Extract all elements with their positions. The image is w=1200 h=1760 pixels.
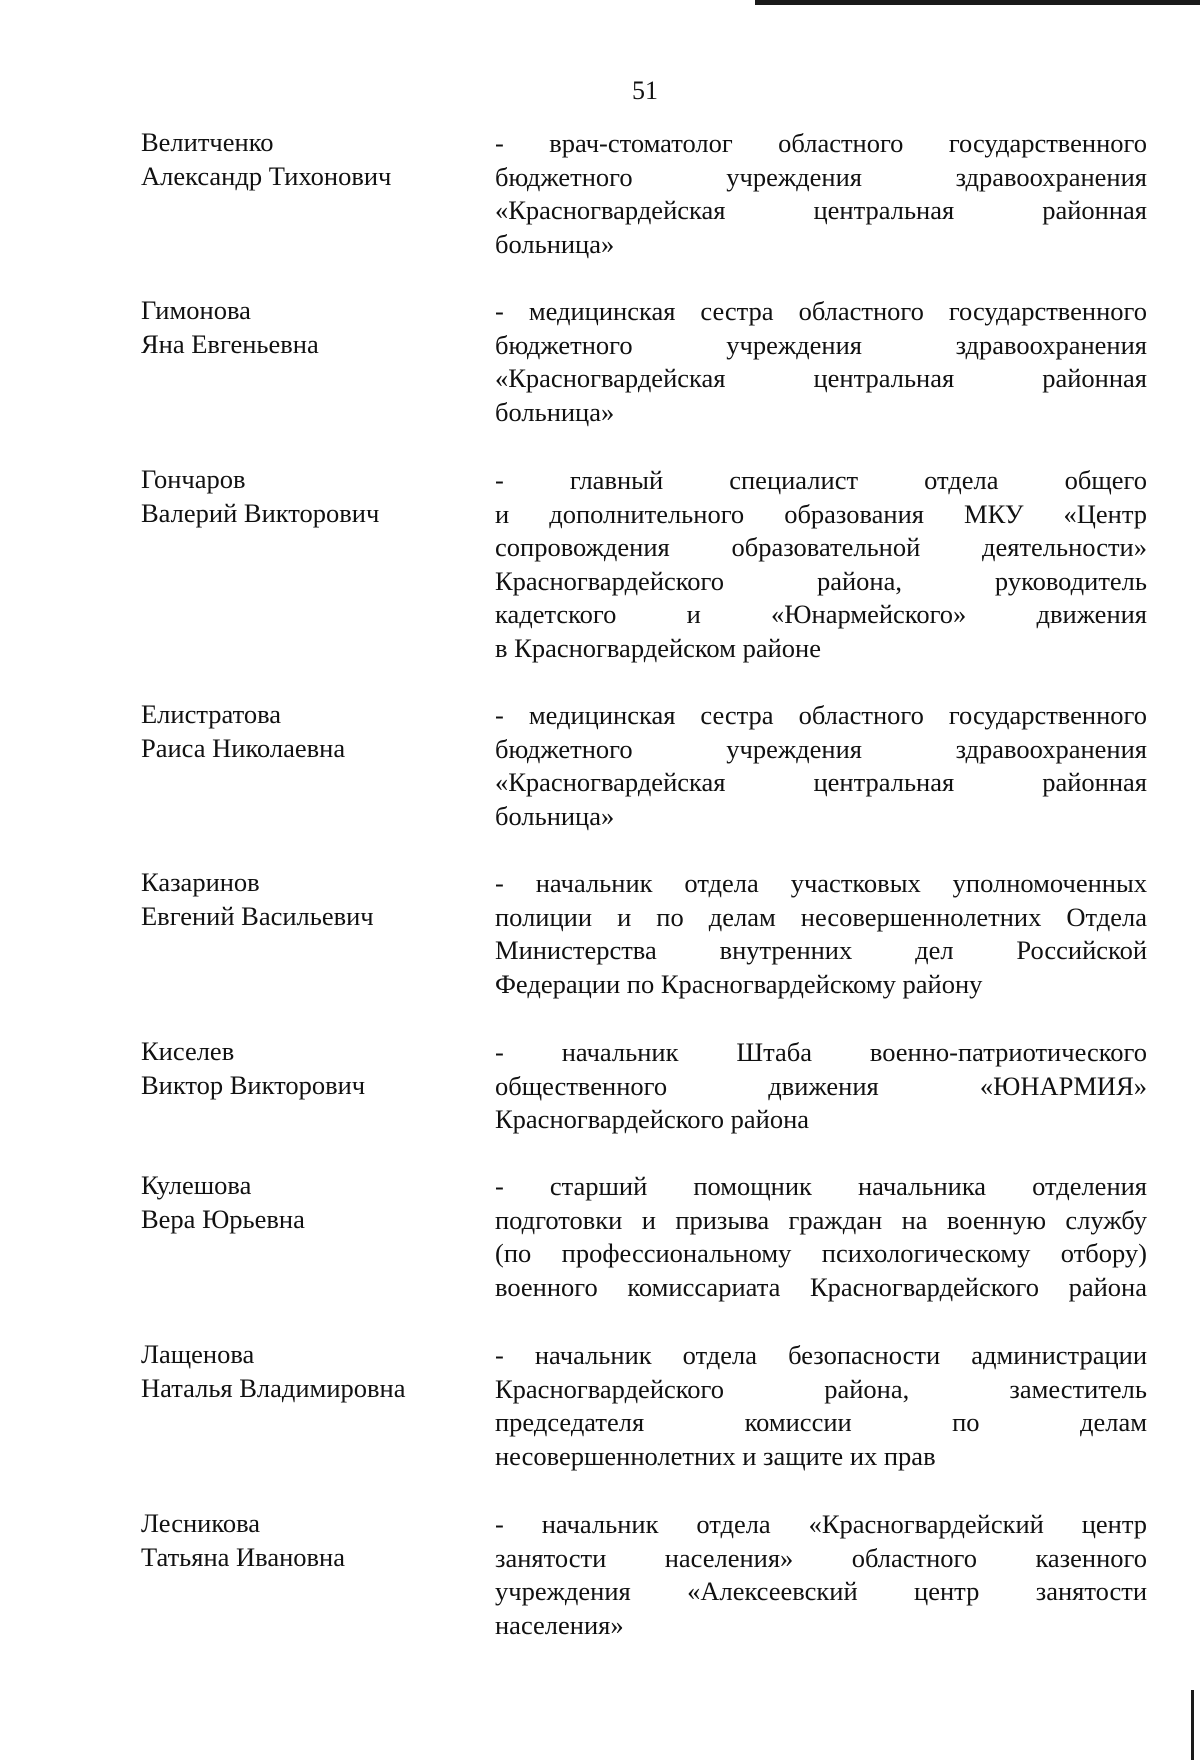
position-text-line: - начальник Штаба военно-патриотического (495, 1037, 1147, 1067)
member-given-names: Виктор Викторович (141, 1070, 366, 1100)
position-text-line: - врач-стоматолог областного государственного (495, 128, 1147, 158)
position-text-line: - старший помощник начальника отделения (495, 1171, 1147, 1201)
position-text-line: - начальник отдела участковых уполномоченных (495, 868, 1147, 898)
member-name (141, 293, 461, 361)
member-name (141, 1034, 461, 1102)
position-text-line: в Красногвардейском районе (495, 632, 821, 663)
member-surname: Киселев (141, 1036, 235, 1066)
position-text-line: Министерства внутренних дел Российской (495, 935, 1147, 965)
position-text-line: Красногвардейского района, руководитель (495, 565, 1147, 596)
position-text-line: бюджетного учреждения здравоохранения (495, 161, 1147, 192)
member-surname: Кулешова (141, 1170, 252, 1200)
position-text-line: и дополнительного образования МКУ «Центр (495, 498, 1147, 529)
member-surname: Лащенова (141, 1339, 255, 1369)
member-given-names: Раиса Николаевна (141, 733, 346, 763)
position-text-line: бюджетного учреждения здравоохранения (495, 329, 1147, 360)
member-name (141, 865, 461, 933)
member-name (141, 1506, 461, 1574)
member-surname: Гимонова (141, 295, 251, 325)
member-position-description (495, 295, 1147, 429)
position-text-line: - главный специалист отдела общего (495, 465, 1147, 495)
member-surname: Елистратова (141, 699, 281, 729)
member-given-names: Яна Евгеньевна (141, 329, 319, 359)
member-name (141, 1337, 461, 1405)
member-given-names: Татьяна Ивановна (141, 1542, 345, 1572)
position-text-line: (по профессиональному психологическому отбору) (495, 1238, 1147, 1268)
member-surname: Казаринов (141, 867, 260, 897)
position-text-line: бюджетного учреждения здравоохранения (495, 733, 1147, 764)
position-text-line: полиции и по делам несовершеннолетних Отдела (495, 901, 1147, 932)
page-right-edge-mark (1191, 1690, 1194, 1760)
position-text-line: сопровождения образовательной деятельности» (495, 532, 1147, 562)
member-surname: Велитченко (141, 127, 274, 157)
position-text-line: - начальник отдела «Красногвардейский центр (495, 1509, 1147, 1539)
position-text-line: Красногвардейского района, заместитель (495, 1373, 1147, 1404)
position-text-line: занятости населения» областного казенного (495, 1542, 1147, 1573)
position-text-line: Красногвардейского района (495, 1104, 810, 1134)
position-text-line: - медицинская сестра областного государственного (495, 296, 1147, 326)
position-text-line: подготовки и призыва граждан на военную службу (495, 1204, 1147, 1235)
position-text-line: больница» (495, 800, 615, 831)
member-given-names: Вера Юрьевна (141, 1204, 305, 1234)
member-position-description (495, 1508, 1147, 1642)
position-text-line: председателя комиссии по делам (495, 1407, 1147, 1437)
member-surname: Гончаров (141, 464, 246, 494)
member-given-names: Валерий Викторович (141, 498, 380, 528)
member-given-names: Александр Тихонович (141, 161, 392, 191)
member-surname: Лесникова (141, 1508, 261, 1538)
page-top-border (755, 0, 1200, 5)
member-name (141, 125, 461, 193)
position-text-line: Федерации по Красногвардейскому району (495, 968, 983, 999)
page-number: 51 (632, 76, 658, 105)
member-position-description (495, 1036, 1147, 1137)
member-name (141, 1168, 461, 1236)
position-text-line: кадетского и «Юнармейского» движения (495, 599, 1147, 629)
position-text-line: несовершеннолетних и защите их прав (495, 1440, 936, 1471)
member-given-names: Наталья Владимировна (141, 1373, 406, 1403)
position-text-line: - медицинская сестра областного государственного (495, 700, 1147, 730)
member-position-description (495, 699, 1147, 833)
position-text-line: больница» (495, 396, 615, 427)
position-text-line: учреждения «Алексеевский центр занятости (495, 1576, 1147, 1606)
position-text-line: - начальник отдела безопасности администрации (495, 1340, 1147, 1370)
member-name (141, 697, 461, 765)
member-position-description (495, 1170, 1147, 1304)
position-text-line: населения» (495, 1609, 624, 1640)
position-text-line: «Красногвардейская центральная районная (495, 767, 1147, 797)
member-given-names: Евгений Васильевич (141, 901, 374, 931)
position-text-line: военного комиссариата Красногвардейского района (495, 1271, 1147, 1302)
member-name (141, 462, 461, 530)
position-text-line: больница» (495, 228, 615, 259)
position-text-line: общественного движения «ЮНАРМИЯ» (495, 1070, 1147, 1101)
position-text-line: «Красногвардейская центральная районная (495, 195, 1147, 225)
member-position-description (495, 127, 1147, 261)
member-position-description (495, 1339, 1147, 1473)
position-text-line: «Красногвардейская центральная районная (495, 363, 1147, 393)
member-position-description (495, 464, 1147, 665)
member-position-description (495, 867, 1147, 1001)
